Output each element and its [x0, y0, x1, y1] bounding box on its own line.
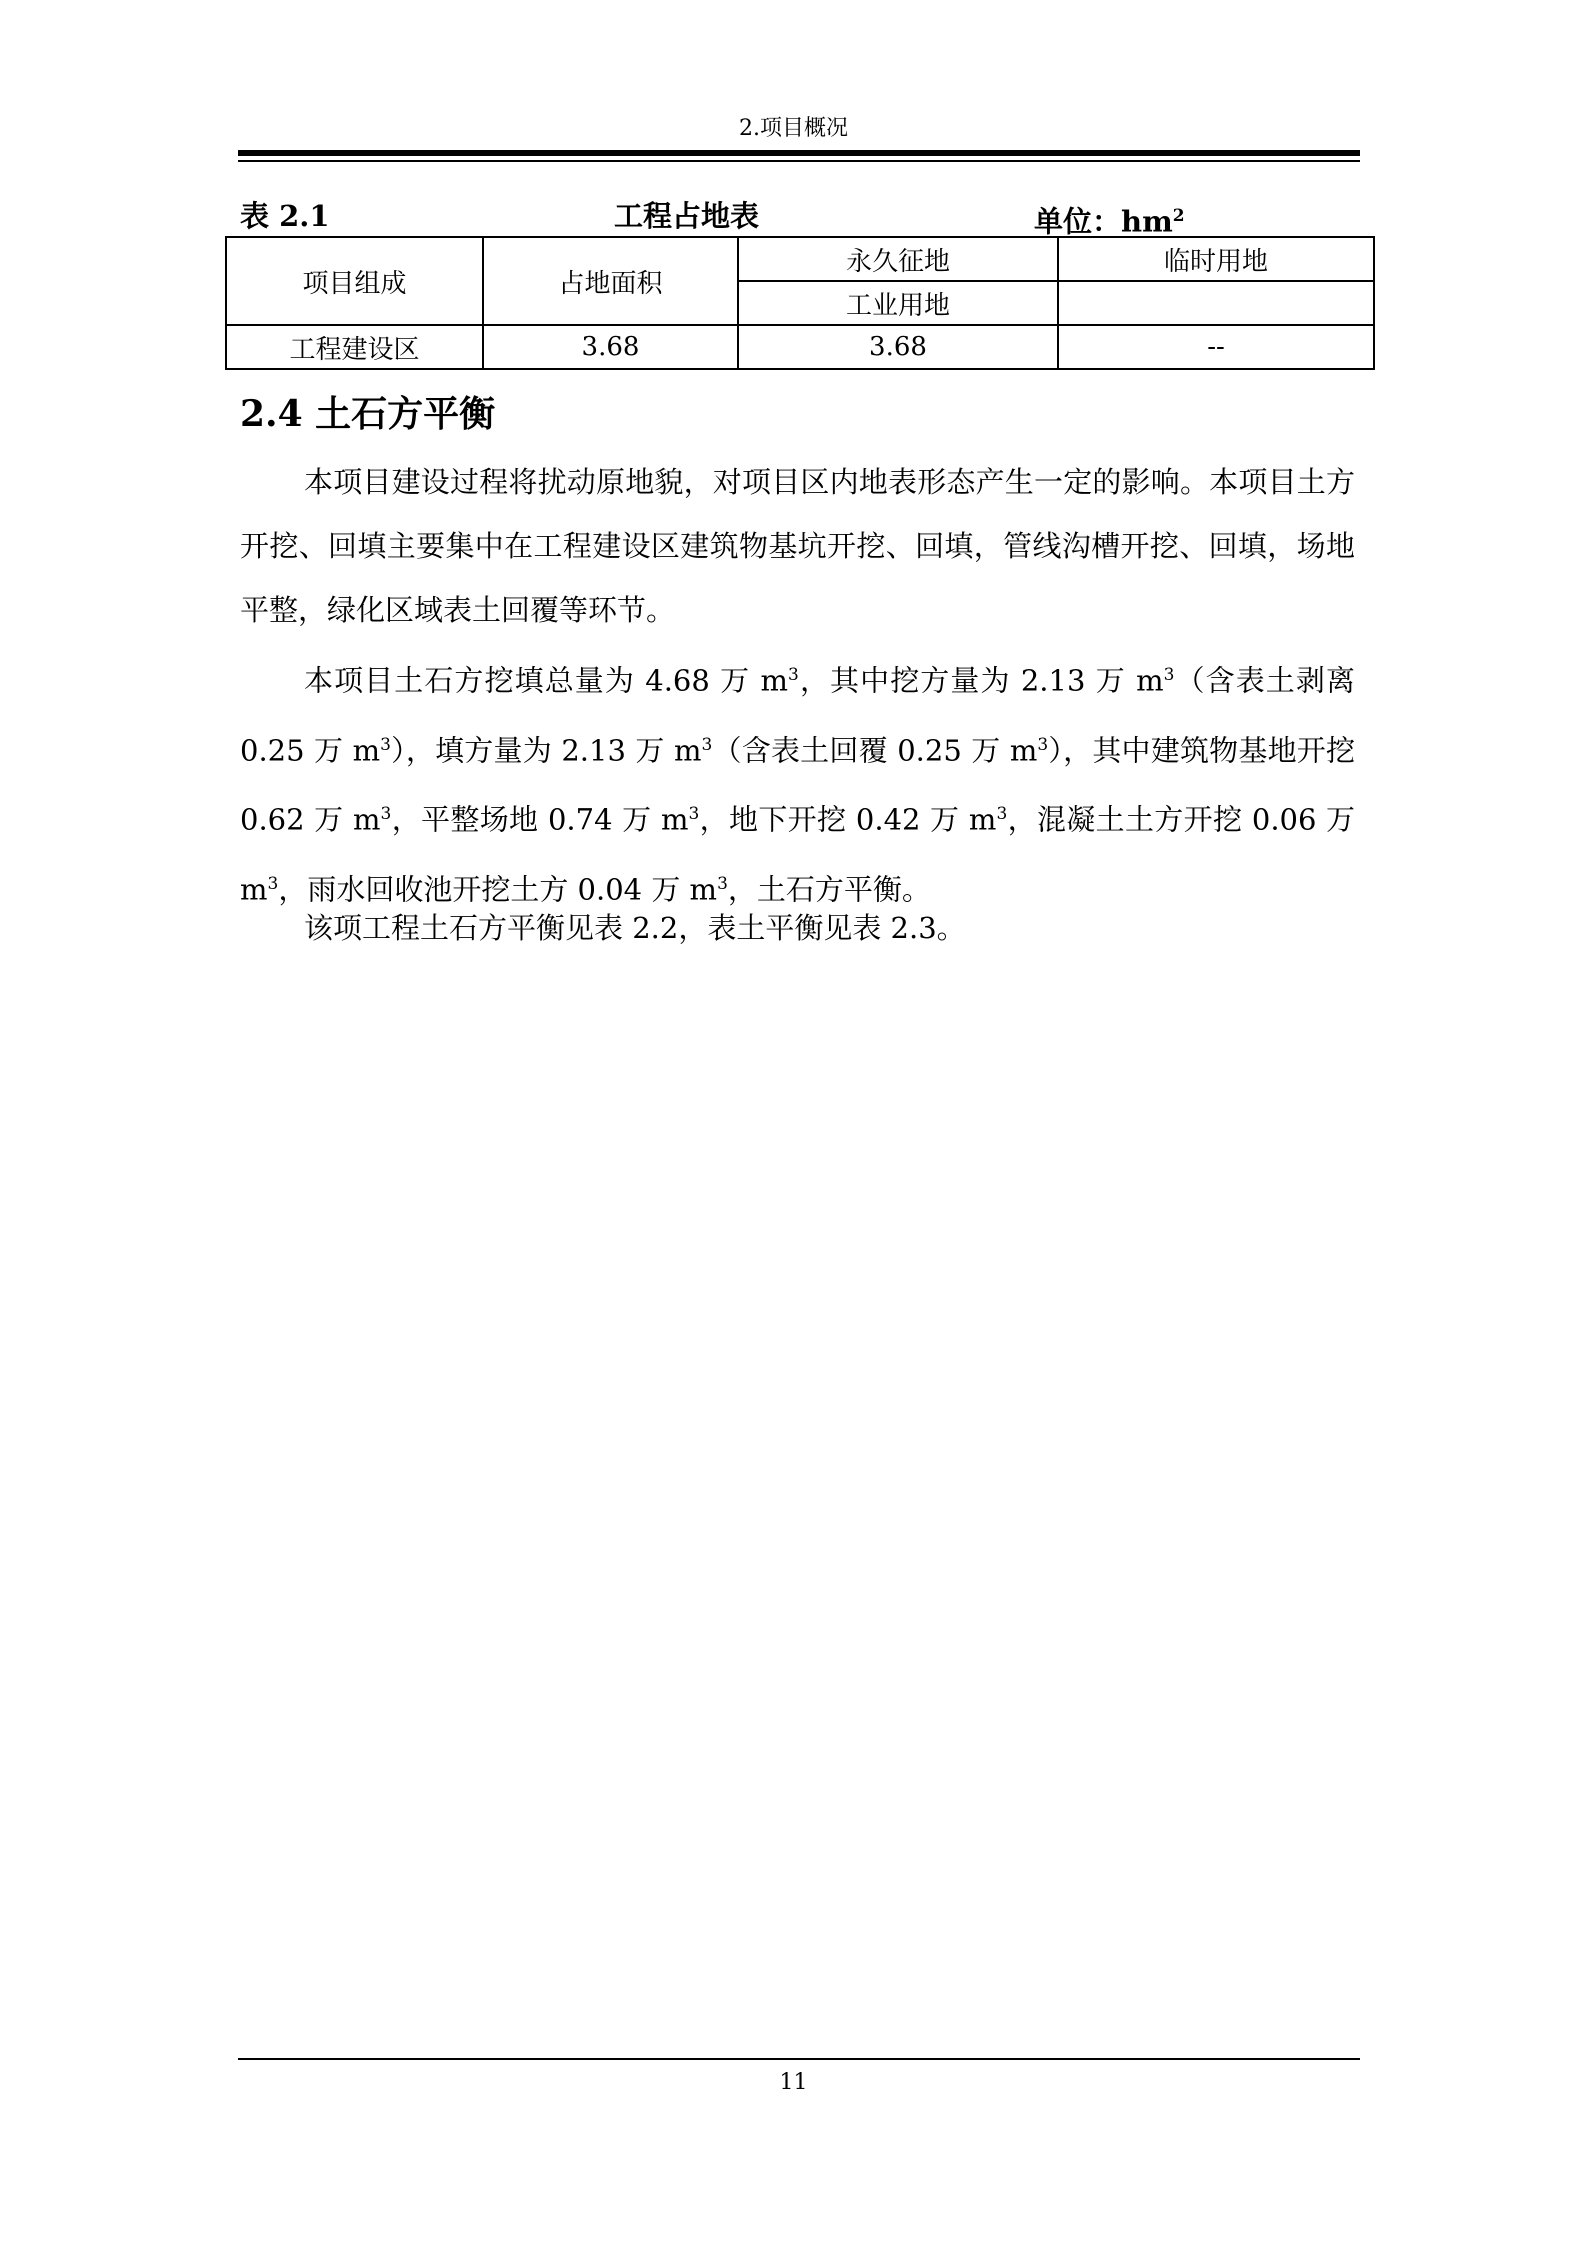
header-temporary: 临时用地: [1058, 237, 1374, 281]
header-area: 占地面积: [483, 237, 738, 325]
cube-sup: 3: [688, 804, 700, 825]
p2-seg: 本项目土石方挖填总量为 4.68 万 m: [304, 663, 789, 698]
table-unit-text: 单位：hm: [1034, 204, 1173, 239]
header-component: 项目组成: [226, 237, 483, 325]
table-header-row: [226, 237, 1374, 281]
section-heading: 2.4 土石方平衡: [240, 393, 496, 435]
table-title: 工程占地表: [614, 199, 760, 233]
p2-seg: ，其中挖方量为 2.13 万 m: [798, 663, 1164, 698]
p2-seg: ，雨水回收池开挖土方 0.04 万 m: [278, 872, 718, 907]
cube-sup: 3: [380, 734, 391, 755]
p2-seg: ，混凝土土方开挖 0.06 万 m: [240, 802, 1355, 907]
paragraph-1: 本项目建设过程将扰动原地貌，对项目区内地表形态产生一定的影响。本项目土方开挖、回填主要集中在工程建设区建筑物基坑开挖、回填，管线沟槽开挖、回填，场地平整，绿化区域表土回覆等环节。: [240, 465, 1355, 627]
p2-seg: ），填方量为 2.13 万 m: [390, 733, 702, 768]
cube-sup: 3: [996, 804, 1008, 825]
cube-sup: 3: [1037, 734, 1049, 755]
page-number: 11: [779, 2070, 808, 2095]
table-unit: [1034, 196, 1185, 239]
header-rule-thick: [238, 150, 1360, 156]
cell-industrial: 3.68: [738, 325, 1058, 369]
land-occupation-table: [225, 236, 1375, 370]
header-rule-thin: [238, 160, 1360, 162]
cube-sup: 3: [267, 873, 279, 894]
cube-sup: 3: [701, 734, 713, 755]
p2-seg: ），其中建筑物基地开挖 0.62 万 m: [240, 733, 1355, 837]
p2-seg: （含表土回覆 0.25 万 m: [712, 733, 1038, 768]
cell-area: 3.68: [483, 325, 738, 369]
p2-seg: （含表土剥离 0.25 万 m: [240, 663, 1355, 768]
p2-seg: ，地下开挖 0.42 万 m: [699, 802, 997, 837]
cell-name: 工程建设区: [226, 325, 483, 369]
paragraph-3: 该项工程土石方平衡见表 2.2，表土平衡见表 2.3。: [304, 911, 966, 945]
paragraph-2: [240, 643, 1355, 922]
running-header: 2.项目概况: [739, 116, 848, 141]
p2-seg: ，土石方平衡。: [727, 872, 931, 907]
table-row: [226, 325, 1374, 369]
cube-sup: 3: [1163, 665, 1175, 685]
p2-seg: ，平整场地 0.74 万 m: [391, 802, 689, 837]
header-temporary-sub: [1058, 281, 1374, 325]
table-unit-superscript: 2: [1172, 206, 1185, 226]
cell-temporary: --: [1058, 325, 1374, 369]
cube-sup: 3: [717, 873, 728, 894]
header-industrial: 工业用地: [738, 281, 1058, 325]
table-number: 表 2.1: [240, 199, 330, 233]
cube-sup: 3: [788, 665, 799, 685]
footer-rule: [238, 2058, 1360, 2060]
header-permanent: 永久征地: [738, 237, 1058, 281]
cube-sup: 3: [380, 804, 392, 825]
